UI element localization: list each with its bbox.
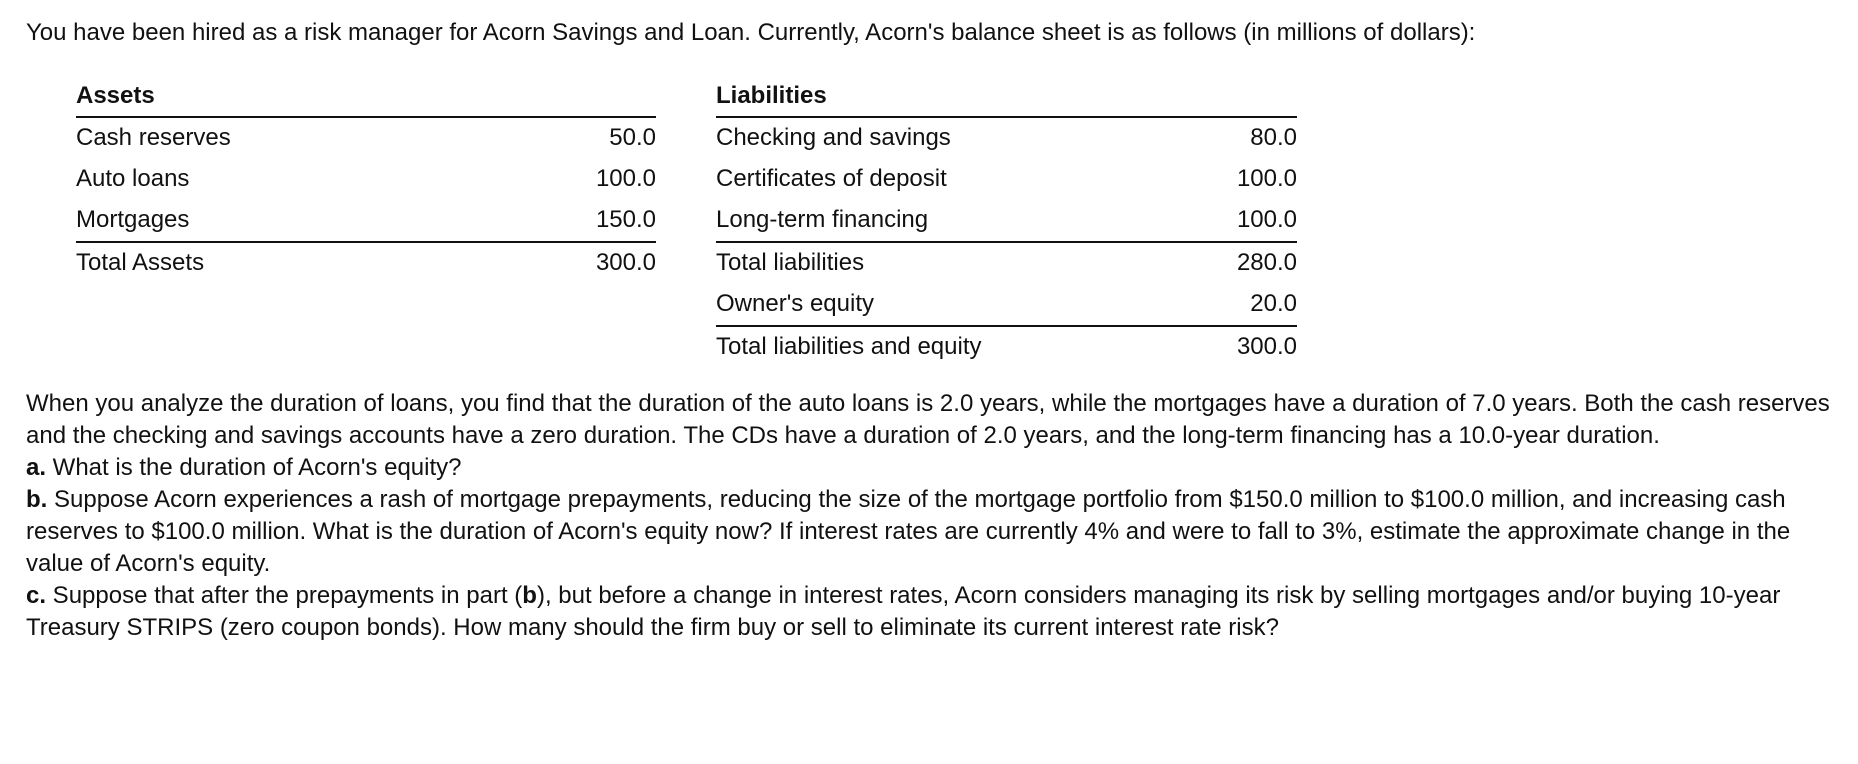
liability-label: Checking and savings [716, 124, 951, 151]
total-assets-row [76, 241, 656, 284]
total-liabilities-row [716, 241, 1297, 284]
owners-equity-row [716, 284, 1297, 325]
total-liabilities-value: 280.0 [1236, 249, 1297, 276]
liability-row [716, 159, 1297, 200]
asset-row [76, 159, 656, 200]
total-liabilities-equity-row [716, 325, 1297, 368]
total-liabilities-equity-label: Total liabilities and equity [716, 333, 982, 360]
owners-equity-value: 20.0 [1250, 290, 1297, 317]
question-b [26, 484, 1836, 580]
liability-value: 100.0 [1236, 206, 1297, 233]
asset-row [76, 200, 656, 241]
asset-value: 100.0 [595, 165, 656, 192]
question-c-text-before: Suppose that after the prepayments in part ( [46, 582, 523, 609]
asset-label: Mortgages [76, 206, 190, 233]
owners-equity-label: Owner's equity [716, 290, 874, 317]
liability-value: 80.0 [1250, 124, 1297, 151]
question-c-text-after: ), but before a change in interest rates, Acorn considers managing its risk by selling mortgages and/or buying 10-year Treasury STRIPS (zero coupon bonds). How many should the firm buy or sell to eliminate its current interest rate risk? [26, 582, 1781, 641]
total-liabilities-label: Total liabilities [716, 249, 865, 276]
asset-label: Cash reserves [76, 124, 231, 151]
intro-text: You have been hired as a risk manager for Acorn Savings and Loan. Currently, Acorn's balance sheet is as follows (in millions of dollars): [26, 19, 1476, 46]
asset-value: 150.0 [595, 206, 656, 233]
question-c-part-ref: b [522, 582, 537, 609]
liability-value: 100.0 [1236, 165, 1297, 192]
liability-row [716, 118, 1297, 159]
assets-column [76, 78, 656, 284]
liability-row [716, 200, 1297, 241]
asset-label: Auto loans [76, 165, 190, 192]
question-b-text: Suppose Acorn experiences a rash of mortgage prepayments, reducing the size of the mortgage portfolio from $150.0 million to $100.0 million, and increasing cash reserves to $100.0 million. What is the duration of Acorn's equity now? If interest rates are currently 4% and were to fall to 3%, estimate the approximate change in the value of Acorn's equity. [26, 486, 1791, 577]
question-c-marker: c. [26, 582, 47, 609]
liability-label: Long-term financing [716, 206, 929, 233]
duration-paragraph: When you analyze the duration of loans, you find that the duration of the auto loans is 2.0 years, while the mortgages have a duration of 7.0 years. Both the cash reserves and the checking and savings accounts have a zero duration. The CDs have a duration of 2.0 years, and the long-term financing has a 10.0-year duration. [26, 390, 1830, 449]
total-assets-label: Total Assets [76, 249, 205, 276]
asset-value: 50.0 [609, 124, 656, 151]
question-b-marker: b. [26, 486, 48, 513]
total-liabilities-equity-value: 300.0 [1236, 333, 1297, 360]
total-assets-value: 300.0 [595, 249, 656, 276]
question-a [26, 452, 1836, 484]
liabilities-header: Liabilities [716, 78, 1297, 118]
question-c [26, 580, 1836, 644]
liability-label: Certificates of deposit [716, 165, 947, 192]
question-a-text: What is the duration of Acorn's equity? [46, 454, 462, 481]
assets-header: Assets [76, 78, 656, 118]
asset-row [76, 118, 656, 159]
question-a-marker: a. [26, 454, 47, 481]
problem-text [26, 388, 1836, 644]
liabilities-column [716, 78, 1297, 368]
